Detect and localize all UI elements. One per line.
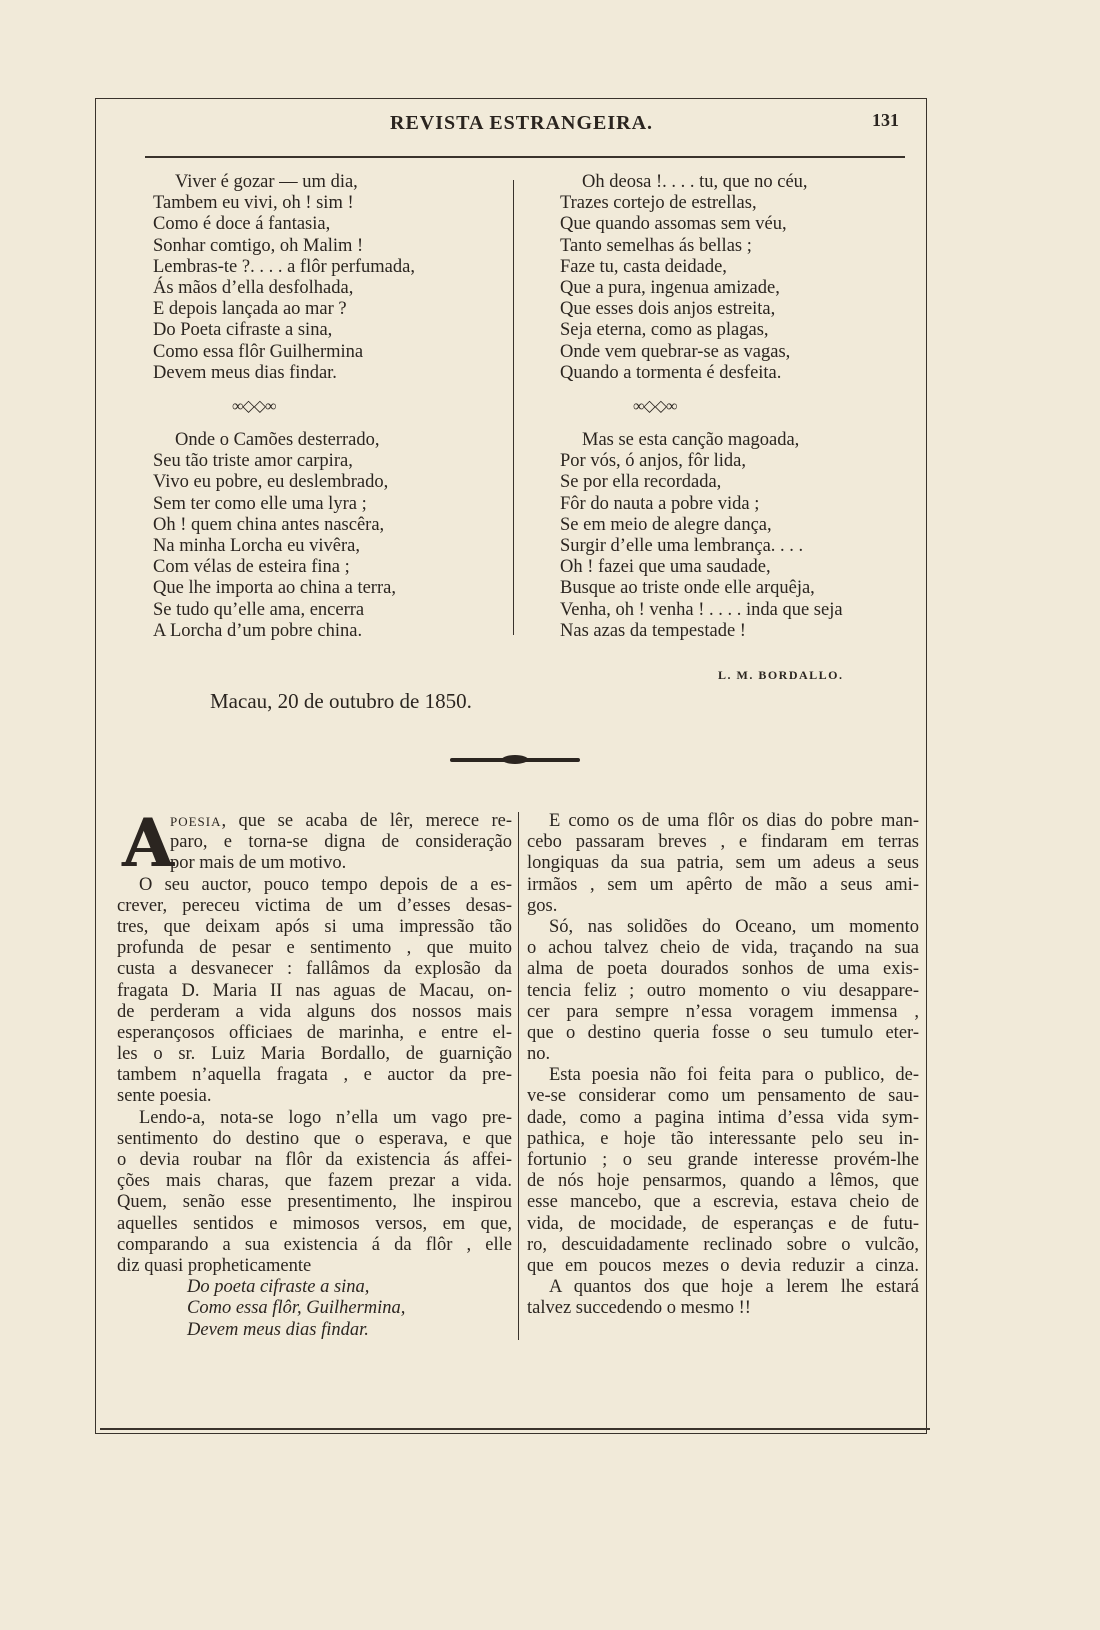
prose-line: paro, e torna-se digna de consideração	[170, 832, 512, 853]
prose-line: ve-se considerar como um pensamento de sau-	[527, 1086, 919, 1107]
prose-line: ções mais charas, que fazem prezar a vida.	[117, 1171, 512, 1192]
poem-left-stanza-2	[153, 430, 396, 642]
verse-line: Sonhar comtigo, oh Malim !	[153, 235, 364, 256]
header-rule	[145, 156, 905, 158]
prose-line: cebo passaram breves , e findaram em terras	[527, 832, 919, 853]
verse-line: Mas se esta canção magoada,	[582, 430, 800, 450]
prose-line: sentimento do destino que o esperava, e que	[117, 1128, 512, 1149]
place-date: Macau, 20 de outubro de 1850.	[210, 689, 472, 713]
prose-line: o achou talvez cheio de vida, traçando na sua	[527, 938, 919, 959]
prose-line: talvez succedendo o mesmo !!	[527, 1298, 751, 1319]
prose-line: Quem, senão esse presentimento, lhe inspirou	[117, 1192, 512, 1213]
prose-line: por mais de um motivo.	[170, 853, 347, 874]
verse-line: Se por ella recordada,	[560, 472, 722, 493]
author-signature: L. M. BORDALLO.	[718, 668, 844, 682]
ornament-left: ∞◇◇∞	[232, 398, 276, 415]
section-separator	[450, 758, 580, 762]
prose-line: ro, descuidadamente reclinado sobre o vulcão,	[527, 1234, 919, 1255]
prose-line: dade, como a pagina intima d’essa vida sym-	[527, 1107, 919, 1128]
prose-line: fragata D. Maria II nas aguas de Macau, on-	[117, 980, 512, 1001]
verse-line: Busque ao triste onde elle arquêja,	[560, 578, 815, 599]
prose-line: de nós hoje pensarmos, quando a lêmos, que	[527, 1171, 919, 1192]
verse-line: Viver é gozar — um dia,	[175, 172, 358, 192]
verse-line: Onde o Camões desterrado,	[175, 430, 380, 450]
prose-line: esse mancebo, que a escrevia, estava cheio de	[527, 1192, 919, 1213]
verse-line: Trazes cortejo de estrellas,	[560, 193, 757, 214]
prose-line: o devia roubar na flôr da existencia ás affei-	[117, 1150, 512, 1171]
prose-line: pathica, e hoje tão interessante pelo seu in-	[527, 1128, 919, 1149]
verse-line: Nas azas da tempestade !	[560, 620, 746, 641]
prose-left-intro	[170, 811, 512, 875]
verse-line: Oh ! fazei que uma saudade,	[560, 557, 771, 578]
poem-right-stanza-1	[560, 172, 808, 384]
verse-line: E depois lançada ao mar ?	[153, 299, 347, 320]
verse-line: Ás mãos d’ella desfolhada,	[153, 278, 354, 299]
first-word: poesia	[170, 811, 222, 831]
verse-line: Surgir d’elle uma lembrança. . . .	[560, 536, 804, 557]
running-head: REVISTA ESTRANGEIRA.	[390, 112, 654, 134]
prose-left-body	[117, 875, 512, 1341]
verse-line: Devem meus dias findar.	[153, 362, 337, 383]
prose-line: cer para sempre n’essa voragem immensa ,	[527, 1001, 919, 1022]
prose-line: alma de poeta dourados sonhos de uma exis-	[527, 959, 919, 980]
verse-line: Oh ! quem china antes nascêra,	[153, 514, 385, 535]
verse-line: Que a pura, ingenua amizade,	[560, 278, 780, 299]
verse-line: Onde vem quebrar-se as vagas,	[560, 341, 791, 362]
prose-right-body	[527, 811, 919, 1320]
ornament-right: ∞◇◇∞	[633, 398, 677, 415]
verse-line: Tanto semelhas ás bellas ;	[560, 235, 752, 256]
prose-line: de perderam a vida alguns dos nossos mais	[117, 1001, 512, 1022]
prose-line: comparando a sua existencia á da flôr , elle	[117, 1234, 512, 1255]
prose-line: tencia feliz ; outro momento o viu desappare-	[527, 980, 919, 1001]
verse-line: Faze tu, casta deidade,	[560, 256, 727, 277]
verse-line: Seja eterna, como as plagas,	[560, 320, 769, 341]
verse-line: Que esses dois anjos estreita,	[560, 299, 776, 320]
prose-line: vida, de mocidade, de esperanças e de futu-	[527, 1213, 919, 1234]
prose-line: , que se acaba de lêr, merece re-	[221, 811, 512, 831]
verse-line: Na minha Lorcha eu vivêra,	[153, 536, 361, 557]
verse-line: Do Poeta cifraste a sina,	[153, 320, 333, 341]
verse-line: Por vós, ó anjos, fôr lida,	[560, 451, 747, 472]
verse-line: Com vélas de esteira fina ;	[153, 557, 350, 578]
poem-right-stanza-2	[560, 430, 843, 642]
verse-line: Se em meio de alegre dança,	[560, 514, 772, 535]
bottom-rule	[100, 1428, 930, 1430]
prose-line: les o sr. Luiz Maria Bordallo, de guarnição	[117, 1044, 512, 1065]
verse-line: Que lhe importa ao china a terra,	[153, 578, 396, 599]
prose-line: O seu auctor, pouco tempo depois de a es-	[139, 874, 512, 895]
prose-line: Só, nas solidões do Oceano, um momento	[549, 916, 919, 937]
prose-line: esperançosos officiaes de marinha, e entre el-	[117, 1022, 512, 1043]
prose-line: crever, pereceu victima de um d’esses desas-	[117, 895, 512, 916]
verse-line: Oh deosa !. . . . tu, que no céu,	[582, 172, 808, 192]
prose-line: que o destino queria fosse o seu tumulo eter-	[527, 1022, 919, 1043]
verse-line: Quando a tormenta é desfeita.	[560, 362, 782, 383]
verse-line: Como é doce á fantasia,	[153, 214, 331, 235]
verse-line: Venha, oh ! venha ! . . . . inda que seja	[560, 599, 843, 620]
prose-line: sente poesia.	[117, 1086, 212, 1107]
verse-line: Fôr do nauta a pobre vida ;	[560, 493, 760, 514]
prose-line: fortunio ; o seu grande interesse provém-lhe	[527, 1150, 919, 1170]
prose-line: A quantos dos que hoje a lerem lhe estará	[549, 1277, 919, 1298]
verse-line: Como essa flôr Guilhermina	[153, 341, 364, 362]
verse-line: Se tudo qu’elle ama, encerra	[153, 599, 365, 620]
prose-line: custa a desvanecer : fallâmos da explosão da	[117, 959, 512, 980]
column-divider-poem	[513, 180, 514, 635]
verse-line: A Lorcha d’um pobre china.	[153, 620, 363, 641]
prose-line: Esta poesia não foi feita para o publico, de-	[549, 1065, 919, 1086]
quote-line: Devem meus dias findar.	[187, 1319, 369, 1340]
quote-line: Do poeta cifraste a sina,	[187, 1277, 370, 1298]
page-number: 131	[872, 110, 899, 130]
verse-line: Lembras-te ?. . . . a flôr perfumada,	[153, 256, 415, 277]
column-divider-prose	[518, 812, 519, 1340]
verse-line: Tambem eu vivi, oh ! sim !	[153, 193, 354, 214]
prose-line: no.	[527, 1044, 551, 1065]
prose-line: aquelles sentidos e mimosos versos, em que,	[117, 1213, 512, 1234]
verse-line: Sem ter como elle uma lyra ;	[153, 493, 367, 514]
prose-line: irmãos , sem um apêrto de mão a seus ami-	[527, 874, 919, 895]
verse-line: Que quando assomas sem véu,	[560, 214, 787, 235]
prose-line: diz quasi propheticamente	[117, 1255, 312, 1276]
prose-line: longiquas da sua patria, sem um adeus a seus	[527, 853, 919, 874]
prose-line: profunda de pesar e sentimento , que muito	[117, 938, 512, 959]
prose-line: tambem n’aquella fragata , e auctor da pre-	[117, 1065, 512, 1086]
quote-line: Como essa flôr, Guilhermina,	[187, 1298, 406, 1319]
poem-left-stanza-1	[153, 172, 415, 384]
prose-line: Lendo-a, nota-se logo n’ella um vago pre-	[139, 1107, 512, 1128]
verse-line: Seu tão triste amor carpira,	[153, 451, 353, 472]
prose-line: tres, que deixam após si uma impressão tão	[117, 916, 512, 937]
prose-line: gos.	[527, 895, 558, 916]
verse-line: Vivo eu pobre, eu deslembrado,	[153, 472, 389, 493]
dropcap-initial: A	[122, 804, 174, 882]
prose-line: que em poucos mezes o devia reduzir a cinza.	[527, 1255, 919, 1276]
prose-line: E como os de uma flôr os dias do pobre man-	[549, 811, 919, 831]
